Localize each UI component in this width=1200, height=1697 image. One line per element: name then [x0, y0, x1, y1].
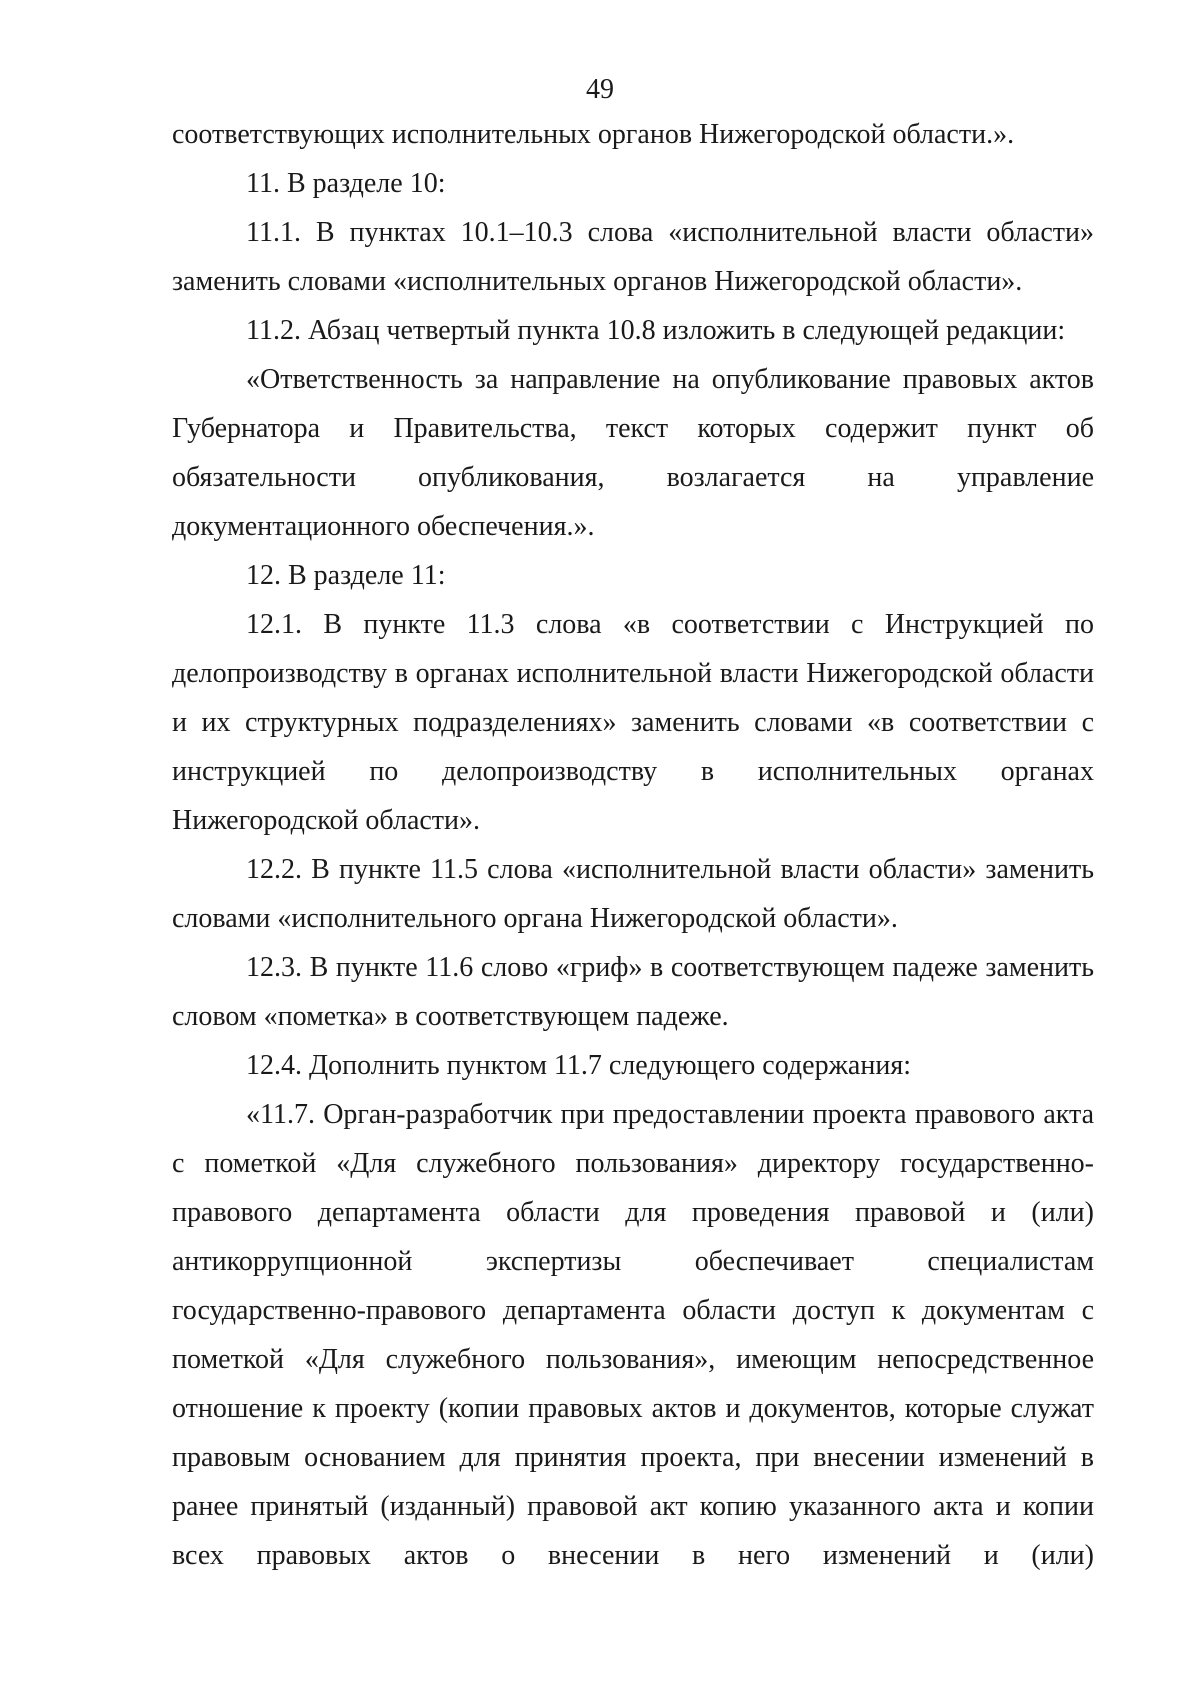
paragraph-continuation: соответствующих исполнительных органов Нижегородской области.».: [172, 119, 1015, 150]
paragraph-11-1: 11.1. В пунктах 10.1–10.3 слова «исполнительной власти области» заменить словами «исполнительных органов Нижегородской области».: [172, 217, 1094, 297]
page-number: 49: [586, 74, 614, 105]
paragraph-11: 11. В разделе 10:: [246, 168, 446, 199]
document-body: [172, 110, 1094, 1580]
paragraph-12-1: 12.1. В пункте 11.3 слова «в соответствии с Инструкцией по делопроизводству в органах исполнительной власти Нижегородской области и их структурных подразделениях» заменить словами «в соответствии с инструкцией по делопроизводству в исполнительных органах Нижегородской области».: [172, 609, 1094, 836]
paragraph-12-4: 12.4. Дополнить пунктом 11.7 следующего содержания:: [246, 1050, 911, 1081]
paragraph-quote-11-7: «11.7. Орган-разработчик при предоставлении проекта правового акта с пометкой «Для служебного пользования» директору государственно-правового департамента области для проведения правовой и (или) антикоррупционной экспертизы обеспечивает специалистам государственно-правового департамента области доступ к документам с пометкой «Для служебного пользования», имеющим непосредственное отношение к проекту (копии правовых актов и документов, которые служат правовым основанием для принятия проекта, при внесении изменений в ранее принятый (изданный) правовой акт копию указанного акта и копии всех правовых актов о внесении в него изменений и (или): [172, 1099, 1094, 1571]
paragraph-quote-responsibility: «Ответственность за направление на опубликование правовых актов Губернатора и Правительства, текст которых содержит пункт об обязательности опубликования, возлагается на управление документационного обеспечения.».: [172, 364, 1094, 542]
paragraph-11-2: 11.2. Абзац четвертый пункта 10.8 изложить в следующей редакции:: [246, 315, 1066, 346]
paragraph-12: 12. В разделе 11:: [246, 560, 446, 591]
paragraph-12-2: 12.2. В пункте 11.5 слова «исполнительной власти области» заменить словами «исполнительного органа Нижегородской области».: [172, 854, 1094, 934]
paragraph-12-3: 12.3. В пункте 11.6 слово «гриф» в соответствующем падеже заменить словом «пометка» в соответствующем падеже.: [172, 952, 1094, 1032]
